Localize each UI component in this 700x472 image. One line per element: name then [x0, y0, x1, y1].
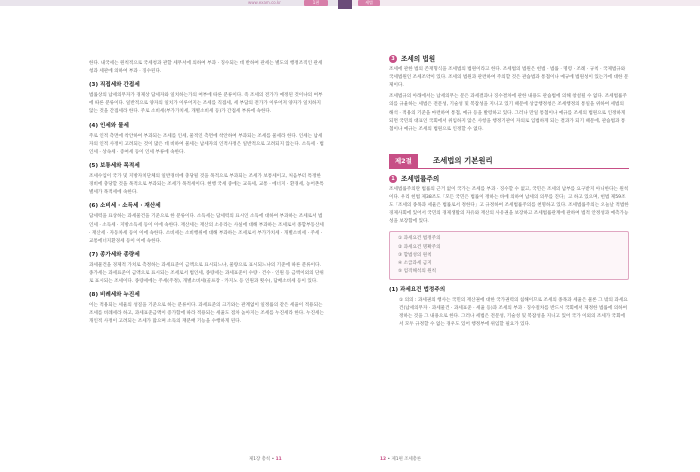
section-body: 담세력을 표상하는 과세물건을 기준으로 한 분류이다. 소득세는 담세력의 표시인 소득에 대하여 부과하는 조세로서 법인세 · 소득세 · 지방소득세 등이 이에 속한다. 재산세는 재산의 소유라는 사실에 대해 부과하는 조세로서 종합부동산세 · 재산세 · 자동차세 등이 이에 속한다. 소비세는 소비행위에 대해 부과하는 조세로서 부가가치세 · 개별소비세 · 주세 · 교통에너지환경세 등이 이에 속한다. [89, 214, 324, 244]
section-body: 조세수입이 국가 및 지방자치단체의 일반경비에 충당될 것을 목적으로 부과되는 조세가 보통세이고, 처음부터 특정한 경비에 충당할 것을 목적으로 부과되는 조세가 목적세이다. 현행 국세 중에는 교육세, 교통 · 에너지 · 환경세, 농어촌특별세가 목적세에 속한다. [89, 174, 324, 196]
section-body: 주로 인적 측면에 착안하여 부과되는 조세를 인세, 물적인 측면에 착안하여 부과되는 조세를 물세라 한다. 인세는 납세자의 인적 사정이 고려되는 것이 많은 데 비하여 물세는 납세자의 인적사정은 일반적으로 고려되지 않는다. 소득세 · 법인세 · 상속세 · 증여세 등이 인세 부류에 속한다. [89, 133, 324, 155]
section-title: 조세의 법원 [401, 55, 436, 63]
section-heading: (7) 종가세와 종량세 [89, 251, 140, 258]
section-consumption-income-property-tax [89, 202, 325, 245]
section-number-badge: 3 [389, 55, 397, 63]
header-badge-right: 세법 [358, 0, 380, 6]
section-body: 조세에 관한 법의 존재형식을 조세법의 법원이라고 한다. 조세법의 법원은 헌법 · 법률 · 명령 · 조례 · 규칙 · 국제법규와 국세법원인 조세조약이 있다. 조세의 법원과 관련하여 주의할 것은 관습법과 통첩이나 예규에 법원성이 있는가에 대한 문제이다. [389, 67, 629, 89]
section-title: 조세법률주의 [401, 174, 440, 183]
left-page-column [89, 60, 325, 327]
section-body: 법률상의 납세의무자가 경제상 담세자와 일치하는가의 여부에 따른 분류이다. 즉 조세의 전가가 예정된 것이냐의 여부에 따른 분류이다. 일반적으로 양자의 일치가 이루어지는 조세를 직접세, 세 부담의 전가가 이루어져 양자가 일치하지 않는 것을 간접세라 한다. 주로 소비세(부가가치세, 개별소비세 등)가 간접세 부류에 속한다. [89, 93, 323, 115]
section-direct-indirect-tax [89, 81, 325, 116]
page-number-left: 11 [275, 457, 282, 462]
chapter-header [389, 154, 629, 169]
page-number-right: 12 [380, 457, 387, 462]
header-url: www.exam.co.kr [248, 0, 281, 5]
chapter-tag: 제2절 [389, 154, 418, 168]
principle-item: ⑤ 엄격해석의 원칙 [398, 269, 437, 275]
section-body: 조세법률주의란 법률의 근거 없이 국가는 조세를 부과 · 징수할 수 없고, 국민은 조세의 납부를 요구받지 아니한다는 원칙이다. 우리 헌법 제38조도「모든 국민은 법률이 정하는 바에 의하여 납세의 의무를 진다」고 하고 있으며, 헌법 제59조도「조세의 종목과 세율은 법률로서 정한다」고 규정하여 조세법률주의를 천명하고 있다. 조세법률주의는 오늘날 적법한 경제사회에 있어서 국민의 경제생활의 자유와 재산의 사유권을 보장하고 조세법률관계에 관하여 법적 안정성과 예측가능성을 보장함에 있다. [389, 186, 629, 225]
footer-right [380, 456, 421, 462]
section-heading: (6) 소비세 · 소득세 · 재산세 [89, 203, 161, 210]
section-tax-legalism-heading [389, 175, 629, 183]
chapter-title: 조세법의 기본원리 [433, 155, 493, 165]
section-body: 조세법규의 아래에서는 납세의무는 문은 과세결과나 징수결차에 관한 내용도 관습법에 의해 창설될 수 없다. 조세법률주의를 규율하는 세법은 전문성, 기술성 및 복잡성을 지니고 있기 때문에 상급행정청은 조세행정의 통일을 위하여 세법의 해석 · 적용의 기준을 마련하여 통첩, 예규 등을 발령하고 있다. 그러나 만일 통첩이나 예규를 조세의 법원으로 인정하게 되면 국민의 대표인 국회에서 위임하지 않은 사항을 행정기관이 자의로 입법하게 되는 결과가 되기 때문에, 관습법과 통첩이나 예규는 조세의 법원으로 인정할 수 없다. [389, 94, 627, 132]
section-heading: (8) 비례세와 누진세 [89, 292, 140, 299]
section-tax-law-sources-heading [389, 55, 629, 63]
page-header [0, 0, 700, 9]
section-heading: (3) 직접세와 간접세 [89, 82, 140, 89]
footer-sep: • [271, 457, 276, 462]
section-number-badge: 1 [389, 175, 397, 183]
principle-item: ② 과세요건 명확주의 [398, 244, 441, 250]
header-badge-left: 1편 [304, 0, 328, 6]
footer-chapter: 제1장 총칙 [249, 457, 271, 462]
section-body: 과세물건을 경제적 가치로 측정하는 과세표준이 금액으로 표시되느냐, 물량으로 표시되느냐의 기준에 따른 분류이다. 종가세는 과세표준이 금액으로 표시되는 조세로서 법인세, 종량세는 과세표준이 수량 · 건수 · 인원 등 금액이외의 단위로 표시되는 조세이다. 종량세에는 주세(주정), 개별소비세(골프장 · 카지노 등 인원과 횟수), 담배소비세 등이 있다. [89, 262, 324, 285]
section-body: 이는 적용되는 세율의 성질을 기준으로 하는 분류이다. 과세표준의 크기와는 관계없이 일정률의 같은 세율이 적용되는 조세를 비례세라 하고, 과세표준금액이 증가함에 따라 적용되는 세율도 점차 높아지는 조세를 누진세라 한다. 누진세는 개인적 사정이 고려되는 조세가 많으며 소득의 재분배 기능을 수행하게 된다. [89, 303, 324, 325]
spine-mark [338, 0, 352, 9]
section-general-purpose-tax [89, 162, 325, 197]
section-proportional-progressive-tax [89, 291, 325, 326]
section-heading: (5) 보통세와 목적세 [89, 162, 140, 169]
footer-left [249, 456, 282, 462]
section-heading: (4) 인세와 물세 [89, 122, 129, 129]
header-band-right [352, 0, 700, 6]
right-page-column [389, 52, 629, 329]
section-personal-property-tax [89, 122, 325, 157]
section-ad-valorem-specific-tax [89, 251, 325, 286]
subsection-body: ① 의의 : 과세권의 행사는 국민의 재산권에 대한 국가권력의 침해이므로 조세의 종목과 세율은 물론 그 밖의 과세요건(납세의무자 · 과세물건 · 과세표준 · 세율 등)과 조세의 부과 · 징수절차를 반드시 국회에서 제정한 법률에 의하여 정하는 것을 그 내용으로 한다. 그러나 세법은 전문성, 기술성 및 복잡성을 지니고 있어 국가 이외의 조세가 국회에서 모두 규정할 수 없는 경우도 있어 행정부에 위임할 필요가 있다. [399, 297, 628, 327]
header-band-left [0, 0, 338, 6]
footer-sep: • [387, 457, 392, 462]
intro-paragraph: 한다. 내국세는 원칙적으로 국세청과 관할 세무서에 의하여 부과 · 징수되는 데 반하여 관세는 별도의 행정조직인 관세청과 세관에 의하여 부과 · 징수된다. [89, 61, 323, 75]
principles-box [389, 231, 629, 280]
principle-item: ④ 소급과세 금지 [398, 261, 432, 267]
principle-item: ③ 합법성의 원칙 [398, 252, 432, 258]
footer-part: 제1편 조세총론 [391, 457, 422, 462]
subsection-heading: (1) 과세요건 법정주의 [389, 287, 446, 294]
principle-item: ① 과세요건 법정주의 [398, 236, 441, 242]
